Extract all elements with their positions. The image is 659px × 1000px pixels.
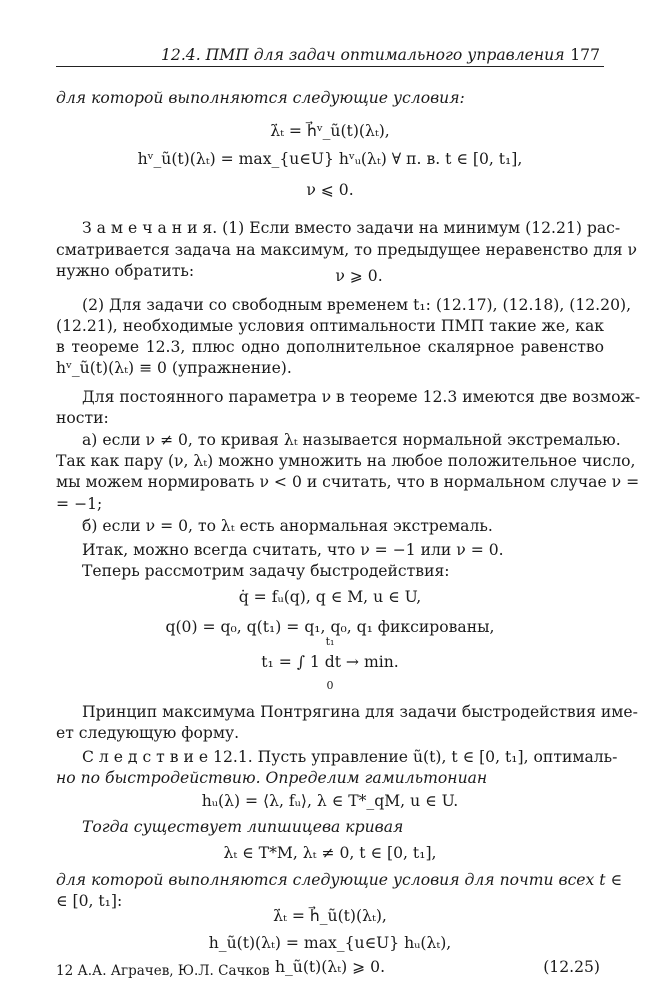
- text-line: а) если ν ≠ 0, то кривая λₜ называется нормальной экстремалью.: [82, 431, 621, 449]
- text-line: мы можем нормировать ν < 0 и считать, что в нормальном случае ν =: [56, 473, 640, 491]
- equation-line: hᵤ(λ) = ⟨λ, fᵤ⟩, λ ∈ T*_qM, u ∈ U.: [201, 792, 459, 810]
- text-line: Теперь рассмотрим задачу быстродействия:: [82, 562, 450, 580]
- text-line: для которой выполняются следующие условия:: [56, 89, 465, 107]
- equation-number: (12.25): [543, 958, 600, 976]
- text-line: б) если ν = 0, то λₜ есть анормальная экстремаль.: [82, 517, 493, 535]
- text-line: ности:: [56, 409, 109, 427]
- equation-line: h_ũ(t)(λₜ) ⩾ 0.: [274, 958, 386, 976]
- equation-line: q(0) = q₀, q(t₁) = q₁, q₀, q₁ фиксированы,: [165, 618, 495, 636]
- equation-line: h_ũ(t)(λₜ) = max_{u∈U} hᵤ(λₜ),: [208, 934, 452, 952]
- book-page: [56, 40, 641, 980]
- page-number: 177: [570, 46, 600, 64]
- remark-line: сматривается задача на максимум, то предыдущее неравенство для ν: [56, 241, 638, 259]
- equation-line: λ̇ₜ = h⃗ᵛ_ũ(t)(λₜ),: [270, 122, 390, 140]
- equation-line: hᵛ_ũ(t)(λₜ) = max_{u∈U} hᵛᵤ(λₜ) ∀ п. в. t ∈ [0, t₁],: [137, 150, 523, 168]
- remark-line: (12.21), необходимые условия оптимальности ПМП такие же, как: [56, 317, 604, 335]
- integral-lower-limit: 0: [326, 679, 334, 692]
- equation-line: ν ⩽ 0.: [306, 181, 354, 199]
- integral-upper-limit: t₁: [325, 635, 335, 648]
- running-head: 12.4. ПМП для задач оптимального управления: [161, 46, 565, 64]
- corollary-line: для которой выполняются следующие условия для почти всех t ∈: [56, 871, 623, 889]
- remark-line: (2) Для задачи со свободным временем t₁: (12.17), (12.18), (12.20),: [82, 296, 632, 314]
- remark-line: hᵛ_ũ(t)(λₜ) ≡ 0 (упражнение).: [56, 359, 292, 377]
- equation-line: λₜ ∈ T*M, λₜ ≠ 0, t ∈ [0, t₁],: [223, 844, 437, 862]
- equation-line: t₁ = ∫ 1 dt → min.: [261, 653, 399, 671]
- corollary-line: С л е д с т в и е 12.1. Пусть управление ũ(t), t ∈ [0, t₁], оптималь-: [82, 748, 618, 766]
- equation-line: q̇ = fᵤ(q), q ∈ M, u ∈ U,: [238, 588, 422, 606]
- corollary-line: Тогда существует липшицева кривая: [82, 818, 404, 836]
- footer-signature: 12 А.А. Аграчев, Ю.Л. Сачков: [56, 963, 270, 979]
- corollary-line: ∈ [0, t₁]:: [56, 892, 123, 910]
- equation-line: ν ⩾ 0.: [335, 267, 383, 285]
- text-line: Так как пару (ν, λₜ) можно умножить на любое положительное число,: [56, 452, 636, 470]
- text-line: = −1;: [56, 495, 103, 513]
- text-line: Для постоянного параметра ν в теореме 12.3 имеются две возмож-: [82, 388, 641, 406]
- equation-line: λ̇ₜ = h⃗_ũ(t)(λₜ),: [273, 907, 387, 925]
- remark-line: З а м е ч а н и я. (1) Если вместо задачи на минимум (12.21) рас-: [82, 219, 621, 237]
- corollary-line: но по быстродействию. Определим гамильтониан: [56, 769, 488, 787]
- text-line: Принцип максимума Понтрягина для задачи быстродействия име-: [82, 703, 638, 721]
- remark-line: в теореме 12.3, плюс одно дополнительное скалярное равенство: [56, 338, 604, 356]
- text-line: Итак, можно всегда считать, что ν = −1 или ν = 0.: [82, 541, 504, 559]
- running-header: [56, 40, 604, 67]
- remark-line: нужно обратить:: [56, 262, 195, 280]
- text-line: ет следующую форму.: [56, 724, 240, 742]
